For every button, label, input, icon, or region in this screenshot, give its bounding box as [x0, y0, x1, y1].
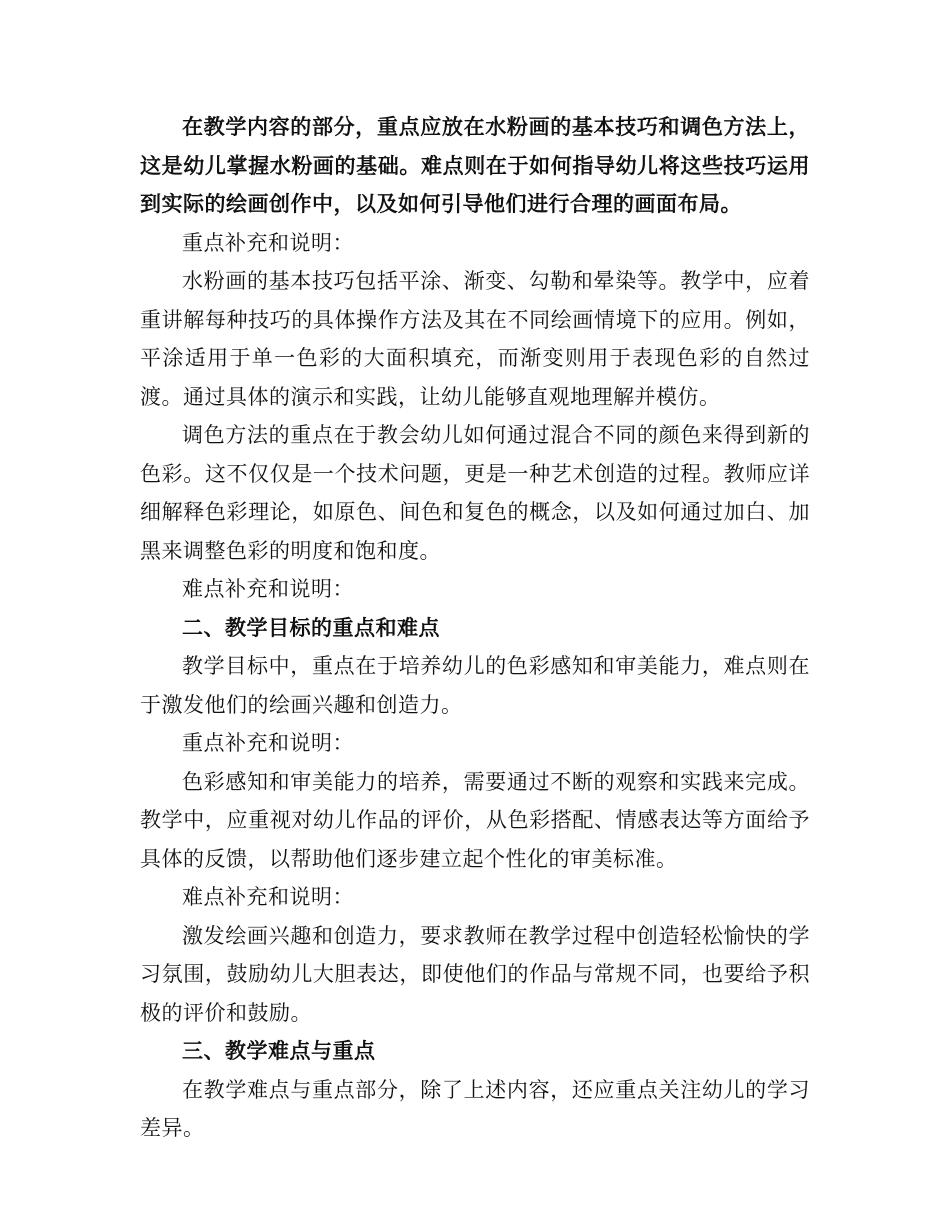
- paragraph-color-mixing: 调色方法的重点在于教会幼儿如何通过混合不同的颜色来得到新的色彩。这不仅仅是一个技术问题，更是一种艺术创造的过程。教师应详细解释色彩理论，如原色、间色和复色的概念，以及如何通过加白、加黑来调整色彩的明度和饱和度。: [140, 423, 810, 563]
- paragraph-aesthetic-ability: 色彩感知和审美能力的培养，需要通过不断的观察和实践来完成。教学中，应重视对幼儿作品的评价，从色彩搭配、情感表达等方面给予具体的反馈，以帮助他们逐步建立起个性化的审美标准。: [140, 769, 810, 871]
- section-heading-3: 三、教学难点与重点: [182, 1038, 376, 1063]
- paragraph-intro: 在教学内容的部分，重点应放在水粉画的基本技巧和调色方法上，这是幼儿掌握水粉画的基础。难点则在于如何指导幼儿将这些技巧运用到实际的绘画创作中，以及如何引导他们进行合理的画面布局。: [140, 114, 810, 216]
- paragraph-key-note-label-2: 重点补充和说明：: [182, 731, 354, 755]
- paragraph-basic-techniques: 水粉画的基本技巧包括平涂、渐变、勾勒和晕染等。教学中，应着重讲解每种技巧的具体操作方法及其在不同绘画情境下的应用。例如，平涂适用于单一色彩的大面积填充，而渐变则用于表现色彩的自然过渡。通过具体的演示和实践，让幼儿能够直观地理解并模仿。: [140, 269, 810, 409]
- paragraph-creativity: 激发绘画兴趣和创造力，要求教师在教学过程中创造轻松愉快的学习氛围，鼓励幼儿大胆表达，即使他们的作品与常规不同，也要给予积极的评价和鼓励。: [140, 923, 810, 1025]
- section-heading-2: 二、教学目标的重点和难点: [182, 614, 440, 640]
- paragraph-difficulty-note-label: 难点补充和说明：: [182, 577, 354, 601]
- paragraph-difficulty-note-label-2: 难点补充和说明：: [182, 885, 354, 909]
- paragraph-teaching-goals: 教学目标中，重点在于培养幼儿的色彩感知和审美能力，难点则在于激发他们的绘画兴趣和创造力。: [140, 654, 810, 717]
- paragraph-learning-differences: 在教学难点与重点部分，除了上述内容，还应重点关注幼儿的学习差异。: [140, 1077, 810, 1140]
- paragraph-key-note-label: 重点补充和说明：: [182, 230, 354, 255]
- document-body: [140, 108, 810, 1148]
